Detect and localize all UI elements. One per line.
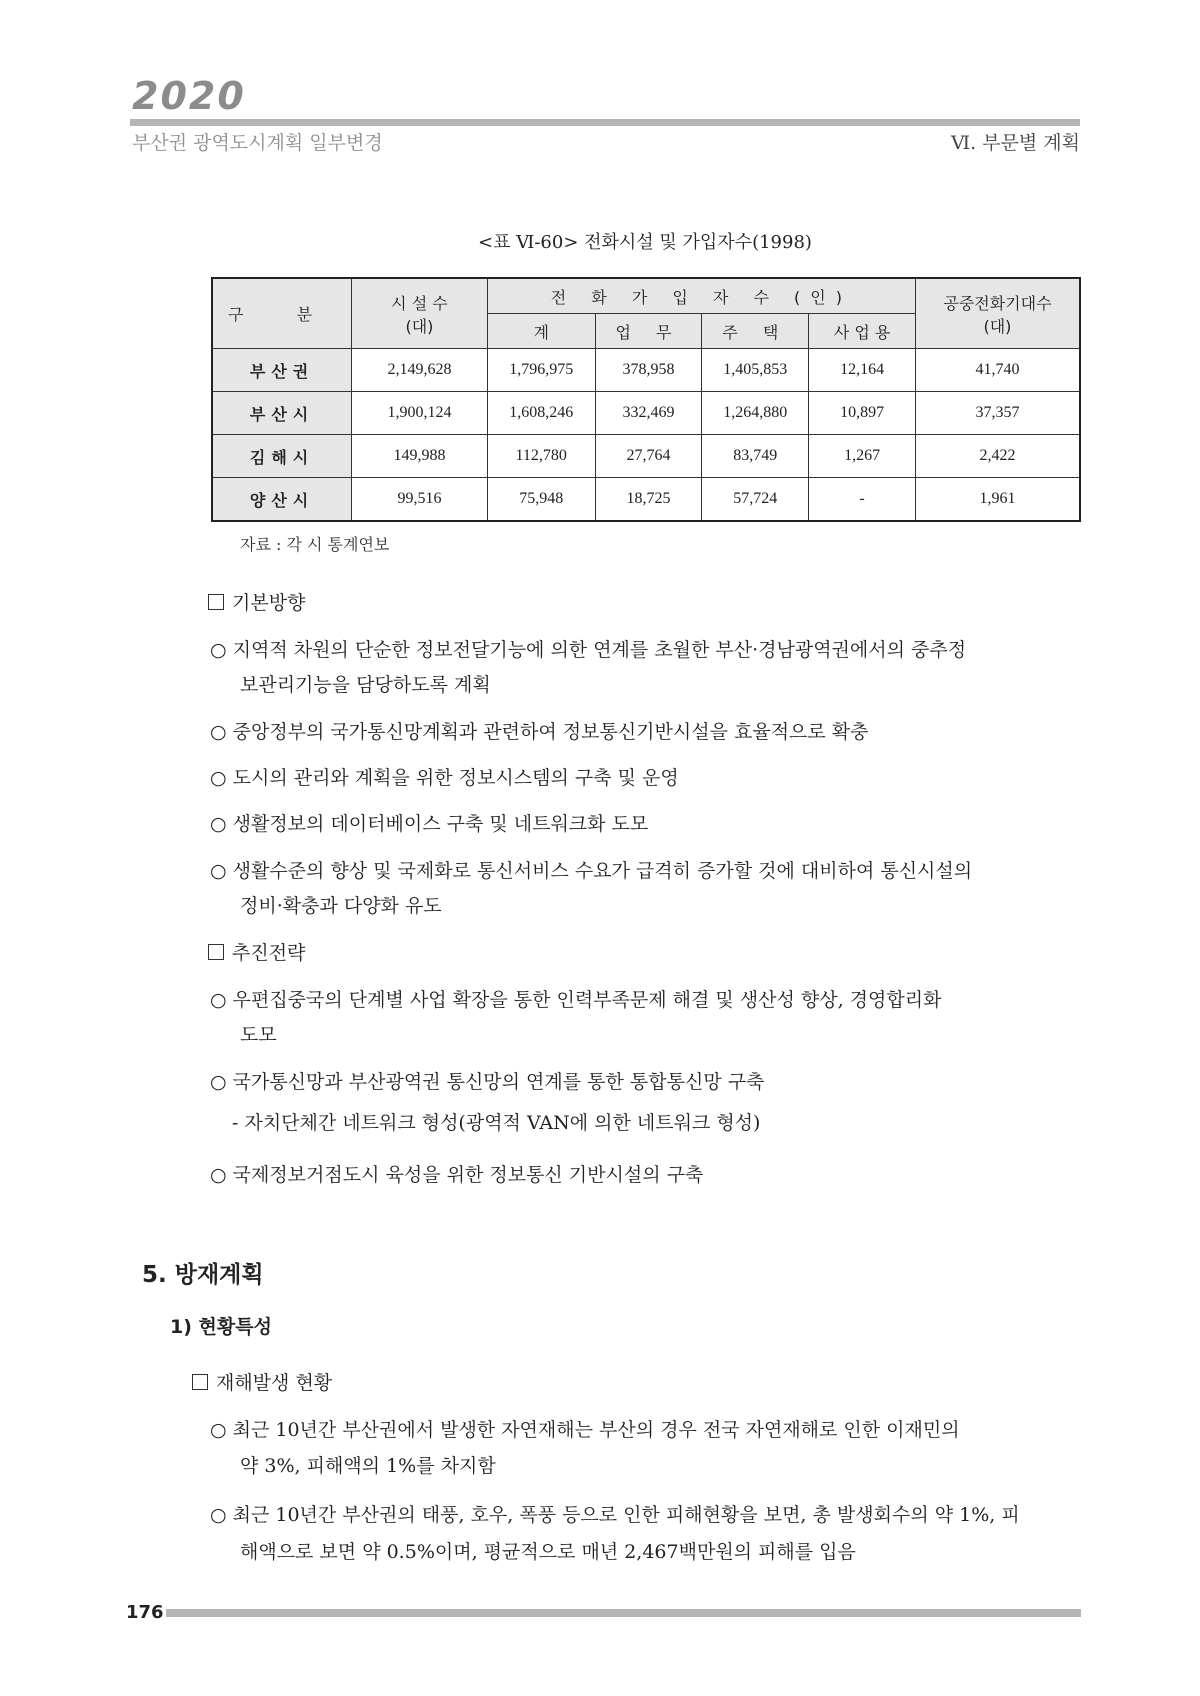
bullet-item: ○ 도시의 관리와 계획을 위한 정보시스템의 구축 및 운영 (210, 767, 679, 789)
bullet-item-continued: 보관리기능을 담당하도록 계획 (240, 674, 491, 696)
header-facilities: 시 설 수 (대) (352, 278, 488, 349)
header-office: 사 업 용 (809, 314, 916, 349)
row-region: 부산권 (212, 349, 352, 392)
basic-direction-heading: 기본방향 (208, 588, 305, 615)
cell-public-phones: 37,357 (915, 392, 1080, 435)
page-number: 176 (126, 1602, 164, 1623)
document-title: 부산권 광역도시계획 일부변경 (132, 132, 383, 154)
bullet-item: ○ 생활정보의 데이터베이스 구축 및 네트워크화 도모 (210, 813, 649, 835)
checkbox-square-icon (208, 594, 224, 610)
cell-facilities: 2,149,628 (352, 349, 488, 392)
section-heading: 5. 방재계획 (142, 1262, 264, 1288)
table-row (212, 349, 1080, 392)
header-public-phones: 공중전화기대수 (대) (915, 278, 1080, 349)
cell-facilities: 149,988 (352, 435, 488, 478)
bullet-item: ○ 국가통신망과 부산광역권 통신망의 연계를 통한 통합통신망 구축 (210, 1071, 765, 1093)
bullet-item: ○ 최근 10년간 부산권에서 발생한 자연재해는 부산의 경우 전국 자연재해로 인한 이재민의 (210, 1419, 960, 1441)
row-region: 부산시 (212, 392, 352, 435)
bullet-item: ○ 최근 10년간 부산권의 태풍, 호우, 폭풍 등으로 인한 피해현황을 보면, 총 발생회수의 약 1%, 피 (210, 1504, 1020, 1526)
table-caption: <표 Ⅵ-60> 전화시설 및 가입자수(1998) (478, 232, 812, 253)
cell-total: 1,608,246 (487, 392, 595, 435)
footer-divider (166, 1609, 1081, 1617)
bullet-item: ○ 지역적 차원의 단순한 정보전달기능에 의한 연계를 초월한 부산·경남광역권에서의 중추정 (210, 639, 967, 661)
cell-business: 18,725 (595, 478, 702, 522)
header-division: 구 분 (212, 278, 352, 349)
header-divider (130, 119, 1080, 126)
bullet-item: ○ 국제정보거점도시 육성을 위한 정보통신 기반시설의 구축 (210, 1164, 704, 1186)
cell-residential: 83,749 (702, 435, 809, 478)
cell-residential: 57,724 (702, 478, 809, 522)
cell-public-phones: 2,422 (915, 435, 1080, 478)
bullet-item: ○ 생활수준의 향상 및 국제화로 통신서비스 수요가 급격히 증가할 것에 대비하여 통신시설의 (210, 860, 973, 882)
table-row (212, 392, 1080, 435)
row-region: 김해시 (212, 435, 352, 478)
cell-business: 332,469 (595, 392, 702, 435)
cell-facilities: 1,900,124 (352, 392, 488, 435)
table-row (212, 478, 1080, 522)
sub-item: - 자치단체간 네트워크 형성(광역적 VAN에 의한 네트워크 형성) (232, 1112, 761, 1134)
cell-office: 10,897 (809, 392, 916, 435)
header-residential: 주 택 (702, 314, 809, 349)
cell-facilities: 99,516 (352, 478, 488, 522)
bullet-item-continued: 도모 (240, 1024, 277, 1046)
bullet-item-continued: 정비·확충과 다양화 유도 (240, 895, 442, 917)
cell-public-phones: 41,740 (915, 349, 1080, 392)
checkbox-square-icon (208, 944, 224, 960)
cell-residential: 1,264,880 (702, 392, 809, 435)
cell-office: - (809, 478, 916, 522)
cell-business: 378,958 (595, 349, 702, 392)
header-year: 2020 (132, 74, 246, 118)
status-heading: 재해발생 현황 (192, 1368, 332, 1395)
section-label: Ⅵ. 부문별 계획 (950, 132, 1080, 154)
bullet-item: ○ 우편집중국의 단계별 사업 확장을 통한 인력부족문제 해결 및 생산성 향상, 경영합리화 (210, 989, 942, 1011)
bullet-item-continued: 해액으로 보면 약 0.5%이며, 평균적으로 매년 2,467백만원의 피해를 입음 (240, 1541, 856, 1563)
row-region: 양산시 (212, 478, 352, 522)
cell-office: 12,164 (809, 349, 916, 392)
header-subscribers: 전 화 가 입 자 수 (인) (487, 278, 915, 314)
cell-public-phones: 1,961 (915, 478, 1080, 522)
table-source: 자료 : 각 시 통계연보 (240, 535, 390, 554)
strategy-heading: 추진전략 (208, 938, 305, 965)
bullet-item: ○ 중앙정부의 국가통신망계획과 관련하여 정보통신기반시설을 효율적으로 확충 (210, 721, 869, 743)
telephone-table (211, 277, 1081, 522)
cell-residential: 1,405,853 (702, 349, 809, 392)
header-total: 계 (487, 314, 595, 349)
cell-total: 75,948 (487, 478, 595, 522)
table-row (212, 435, 1080, 478)
header-business: 업 무 (595, 314, 702, 349)
cell-office: 1,267 (809, 435, 916, 478)
cell-total: 1,796,975 (487, 349, 595, 392)
checkbox-square-icon (192, 1374, 208, 1390)
bullet-item-continued: 약 3%, 피해액의 1%를 차지함 (240, 1455, 496, 1477)
subsection-heading: 1) 현황특성 (170, 1316, 272, 1338)
cell-business: 27,764 (595, 435, 702, 478)
cell-total: 112,780 (487, 435, 595, 478)
